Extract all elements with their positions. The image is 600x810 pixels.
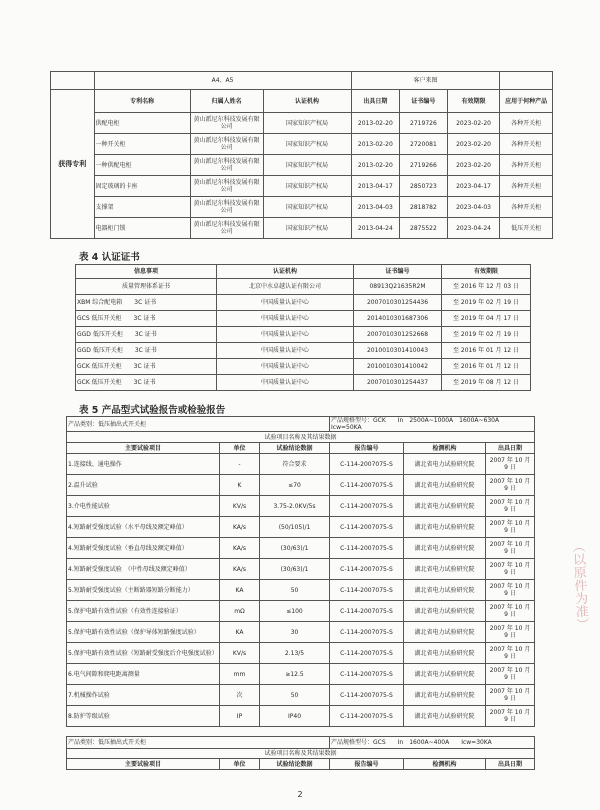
patent-cell: 各种开关柜 [500, 134, 553, 155]
table5-row [67, 496, 535, 517]
table5-cell: ≤100 [260, 601, 330, 622]
table5-cell: C-114-2007075-S [330, 601, 404, 622]
table5-row [67, 454, 535, 475]
patent-row [51, 176, 553, 197]
table5-cell: KV/s [220, 496, 260, 517]
table5-cell: ≥12.5 [260, 664, 330, 685]
table4-row [76, 359, 531, 375]
patent-cell: 2719266 [400, 155, 448, 176]
patent-top-cell-2: 客户来图 [351, 72, 500, 90]
table5-cell: 湖北省电力试验研究院 [404, 664, 486, 685]
table5-cell: - [220, 454, 260, 475]
table5-cell: 50 [260, 685, 330, 706]
table5-cell: C-114-2007075-S [330, 496, 404, 517]
table5-row [67, 622, 535, 643]
table5-cell: 湖北省电力试验研究院 [404, 622, 486, 643]
patent-cell: 一种开关柜 [94, 134, 190, 155]
table4-cell: 至 2019 年 04 月 17 日 [442, 311, 531, 327]
table5-cell: 湖北省电力试验研究院 [404, 643, 486, 664]
table5-cell: 2007 年 10 月 9 日 [486, 517, 535, 538]
table5-cell: KA [220, 580, 260, 601]
table4-cell: GGD 低压开关柜 3C 证书 [76, 327, 217, 343]
table5-cell: 湖北省电力试验研究院 [404, 601, 486, 622]
table5-cell: C-114-2007075-S [330, 664, 404, 685]
table5-cell: C-114-2007075-S [330, 706, 404, 727]
table5-cell: 湖北省电力试验研究院 [404, 454, 486, 475]
table4-cell: 北京中水卓越认证有限公司 [217, 279, 354, 295]
table5-cell: 2007 年 10 月 9 日 [486, 475, 535, 496]
table5-row [67, 517, 535, 538]
patent-cell: 电器柜门锁 [94, 218, 190, 239]
table5-cell: 2007 年 10 月 9 日 [486, 706, 535, 727]
table4-cell: 2010010301410043 [354, 343, 442, 359]
table5-subtitle: 试验项目名称及其结果数据 [67, 432, 535, 443]
patent-cell: 各种开关柜 [500, 176, 553, 197]
patent-cell: 一种供配电柜 [94, 155, 190, 176]
table4-cell: 2010010301410042 [354, 359, 442, 375]
table5-category: 产品类别：低压抽出式开关柜 [67, 417, 330, 432]
table5-cell: 4.短路耐受强度试验 （中性母线及额定峰值） [67, 559, 220, 580]
table5-cell: C-114-2007075-S [330, 454, 404, 475]
table5-cell: KA/s [220, 538, 260, 559]
patent-cell: 各种开关柜 [500, 197, 553, 218]
table5-cell: 2007 年 10 月 9 日 [486, 538, 535, 559]
table5-cell: 2.温升试验 [67, 475, 220, 496]
patent-header: 认证机构 [263, 90, 351, 113]
table5-category-2: 产品类别：低压抽出式开关柜 [67, 737, 330, 749]
table5-cell: IP40 [260, 706, 330, 727]
table4-cell: 至 2016 年 01 月 12 日 [442, 343, 531, 359]
table5-cell: 5.保护电路有效性试验（保护导体短路强度试验） [67, 622, 220, 643]
table4-row [76, 375, 531, 391]
table5-cell: 2007 年 10 月 9 日 [486, 454, 535, 475]
table5-title: 表 5 产品型式试验报告或检验报告 [79, 405, 226, 416]
patent-cell: 黄山派尼尔科技发展有限公司 [190, 113, 263, 134]
table5-cell: KA/s [220, 559, 260, 580]
table5-cell: 2007 年 10 月 9 日 [486, 601, 535, 622]
table4-cell: 2007010301254436 [354, 295, 442, 311]
patent-cell: 2850723 [400, 176, 448, 197]
patent-header: 证书编号 [400, 90, 448, 113]
table4-cell: GCK 低压开关柜 3C 证书 [76, 359, 217, 375]
table5-cell: 湖北省电力试验研究院 [404, 706, 486, 727]
table5-cell: 湖北省电力试验研究院 [404, 496, 486, 517]
table5-cell: C-114-2007075-S [330, 538, 404, 559]
patent-cell: 黄山派尼尔科技发展有限公司 [190, 197, 263, 218]
table5-cell: 3.介电性能试验 [67, 496, 220, 517]
table5-cell: C-114-2007075-S [330, 559, 404, 580]
table5-row [67, 685, 535, 706]
patent-header: 归属人姓名 [190, 90, 263, 113]
patent-cell: 2818782 [400, 197, 448, 218]
table4-cell: XBM 综合配电箱 3C 证书 [76, 295, 217, 311]
table4-row [76, 327, 531, 343]
table5-row [67, 706, 535, 727]
patent-cell: 国家知识产权局 [263, 218, 351, 239]
patent-cell: 2023-02-20 [447, 155, 500, 176]
patent-cell: 2023-04-24 [447, 218, 500, 239]
patent-cell: 2719726 [400, 113, 448, 134]
patent-row [51, 134, 553, 155]
table4-cell: GCS 低压开关柜 3C 证书 [76, 311, 217, 327]
patent-cell: 2023-02-20 [447, 134, 500, 155]
table4-title: 表 4 认证证书 [79, 252, 140, 263]
patent-cell: 国家知识产权局 [263, 113, 351, 134]
table5-row [67, 643, 535, 664]
table5-cell: 2007 年 10 月 9 日 [486, 685, 535, 706]
table5-header-2: 试验结论数据 [260, 759, 330, 770]
table4-cell: 中国质量认证中心 [217, 359, 354, 375]
patent-cell: 2023-02-20 [447, 113, 500, 134]
patent-row [51, 218, 553, 239]
table5-cell: 2007 年 10 月 9 日 [486, 622, 535, 643]
patent-cell: 供配电柜 [94, 113, 190, 134]
table5-header: 主要试验项目 [67, 443, 220, 454]
table5-cell: KA/s [220, 517, 260, 538]
table5-cell: 1.连接线、通电操作 [67, 454, 220, 475]
table5-cell: 3.75-2.0KV/5s [260, 496, 330, 517]
patent-cell: 支撑架 [94, 197, 190, 218]
patent-cell: 低压开关柜 [500, 218, 553, 239]
table5-cell: 湖北省电力试验研究院 [404, 580, 486, 601]
patent-cell: 黄山派尼尔科技发展有限公司 [190, 176, 263, 197]
patent-side-label: 获得专利 [51, 90, 95, 239]
table5-cell: 8.防护等级试验 [67, 706, 220, 727]
table5-cell: 50 [260, 580, 330, 601]
table5-cell: C-114-2007075-S [330, 475, 404, 496]
table5-row [67, 559, 535, 580]
table5-cell: 湖北省电力试验研究院 [404, 559, 486, 580]
table4-cell: 中国质量认证中心 [217, 295, 354, 311]
table5-subtitle-2: 试验项目名称及其结果数据 [67, 749, 535, 759]
table5-cell: 2007 年 10 月 9 日 [486, 559, 535, 580]
patent-cell: 固定玻璃的卡座 [94, 176, 190, 197]
table4-cell: 至 2019 年 08 月 12 日 [442, 375, 531, 391]
table4-row [76, 279, 531, 295]
table5-cell: 5.短路耐受强度试验（主断路器短路分断能力） [67, 580, 220, 601]
patent-cell: 各种开关柜 [500, 113, 553, 134]
patent-cell: 黄山派尼尔科技发展有限公司 [190, 218, 263, 239]
table5-cell: (30/63)/1 [260, 538, 330, 559]
patent-cell: 国家知识产权局 [263, 155, 351, 176]
table5-cell: C-114-2007075-S [330, 622, 404, 643]
table4-cell: 2007010301254437 [354, 375, 442, 391]
table5-cell: C-114-2007075-S [330, 517, 404, 538]
table4-row [76, 295, 531, 311]
table5-cell: mm [220, 664, 260, 685]
table5-cell: 符合要求 [260, 454, 330, 475]
table5-header-2: 检测机构 [404, 759, 486, 770]
patent-cell: 2013-02-20 [351, 155, 400, 176]
table5-model: 产品规格型号：GCK In 2500A~1000A 1600A~630A Icw=50KA [330, 417, 535, 432]
table4-header: 证书编号 [354, 265, 442, 279]
table5-cell: (50/105)/1 [260, 517, 330, 538]
table5-cell: KV/s [220, 643, 260, 664]
table4-cell: 中国质量认证中心 [217, 375, 354, 391]
table4-cell: 中国质量认证中心 [217, 311, 354, 327]
table5-cell: 5.保护电路有效性试验（有效性连接验证） [67, 601, 220, 622]
table5-cell: KA [220, 622, 260, 643]
patent-cell: 2720081 [400, 134, 448, 155]
patent-cell: 2013-04-17 [351, 176, 400, 197]
table5-header-2: 报告编号 [330, 759, 404, 770]
patent-cell: 2023-04-17 [447, 176, 500, 197]
patent-cell: 2013-04-03 [351, 197, 400, 218]
table4-header: 有效期限 [442, 265, 531, 279]
patent-header: 出具日期 [351, 90, 400, 113]
table5-cell: 2007 年 10 月 9 日 [486, 496, 535, 517]
table5-header-2: 单位 [220, 759, 260, 770]
table4-cell: 至 2019 年 02 月 19 日 [442, 327, 531, 343]
table5-row [67, 664, 535, 685]
patent-cell: 2013-04-24 [351, 218, 400, 239]
table5-cell: (30/63)/1 [260, 559, 330, 580]
table4-cell: 至 2016 年 01 月 12 日 [442, 359, 531, 375]
table5-cell: mΩ [220, 601, 260, 622]
table5-row [67, 475, 535, 496]
patent-cell: 国家知识产权局 [263, 176, 351, 197]
table5-cell: 湖北省电力试验研究院 [404, 538, 486, 559]
patent-cell: 2023-04-03 [447, 197, 500, 218]
patent-header: 专利名称 [94, 90, 190, 113]
patent-table [50, 71, 553, 239]
stamp-watermark: （以原件为准） [569, 539, 589, 632]
table5-header: 试验结论数据 [260, 443, 330, 454]
table5-row [67, 601, 535, 622]
table5-cell: IP [220, 706, 260, 727]
table5-header: 检测机构 [404, 443, 486, 454]
table4-cell: 中国质量认证中心 [217, 327, 354, 343]
table5-cell: 4.短路耐受强度试验（水平母线及额定峰值） [67, 517, 220, 538]
table5-cell: 2007 年 10 月 9 日 [486, 664, 535, 685]
table5-cell: 30 [260, 622, 330, 643]
table5-cell: 湖北省电力试验研究院 [404, 475, 486, 496]
patent-cell: 国家知识产权局 [263, 134, 351, 155]
table4-row [76, 343, 531, 359]
table5-cell: ≤70 [260, 475, 330, 496]
patent-header: 应用于何种产品 [500, 90, 553, 113]
table5-row [67, 538, 535, 559]
patent-cell: 各种开关柜 [500, 155, 553, 176]
table4-cell: GCK 低压开关柜 3C 证书 [76, 375, 217, 391]
table4-cell: 质量管理体系证书 [76, 279, 217, 295]
patent-cell: 2013-02-20 [351, 113, 400, 134]
patent-header: 有效期限 [447, 90, 500, 113]
table5-header-2: 主要试验项目 [67, 759, 220, 770]
table5-cell: 2007 年 10 月 9 日 [486, 643, 535, 664]
table4-certificates [75, 264, 531, 391]
patent-cell: 2013-02-20 [351, 134, 400, 155]
table4-cell: 中国质量认证中心 [217, 343, 354, 359]
table5-header: 报告编号 [330, 443, 404, 454]
table5-header-2: 出具日期 [486, 759, 535, 770]
page-number: 2 [297, 790, 303, 799]
table5-cell: 次 [220, 685, 260, 706]
table5-cell: 7.机械操作试验 [67, 685, 220, 706]
patent-cell: 黄山派尼尔科技发展有限公司 [190, 155, 263, 176]
table4-cell: 至 2019 年 02 月 19 日 [442, 295, 531, 311]
table5-cell: 4.短路耐受强度试验（垂直母线及额定峰值） [67, 538, 220, 559]
table5-cell: 湖北省电力试验研究院 [404, 685, 486, 706]
table4-cell: 至 2016 年 12 月 03 日 [442, 279, 531, 295]
table5-header: 出具日期 [486, 443, 535, 454]
table5-cell: C-114-2007075-S [330, 580, 404, 601]
table5-cell: 2007 年 10 月 9 日 [486, 580, 535, 601]
table5-row [67, 580, 535, 601]
table5-cell: 2.13/5 [260, 643, 330, 664]
table5-header: 单位 [220, 443, 260, 454]
patent-row [51, 113, 553, 134]
table4-cell: 08913Q21635R2M [354, 279, 442, 295]
patent-row [51, 197, 553, 218]
table4-cell: GGD 低压开关柜 3C 证书 [76, 343, 217, 359]
table4-cell: 2007010301252668 [354, 327, 442, 343]
patent-top-cell-1: A4、A5 [94, 72, 351, 90]
table4-header: 信息事项 [76, 265, 217, 279]
table4-header: 认证机构 [217, 265, 354, 279]
patent-cell: 国家知识产权局 [263, 197, 351, 218]
patent-row [51, 155, 553, 176]
table4-cell: 2014010301687306 [354, 311, 442, 327]
table5-cell: 湖北省电力试验研究院 [404, 517, 486, 538]
patent-cell: 黄山派尼尔科技发展有限公司 [190, 134, 263, 155]
table4-row [76, 311, 531, 327]
table5-cell: 5.保护电路有效性试验（短路耐受强度后介电强度试验） [67, 643, 220, 664]
table5-test-reports [66, 416, 535, 770]
table5-model-2: 产品规格型号：GCS In 1600A~400A Icw=30KA [330, 737, 535, 749]
table5-cell: K [220, 475, 260, 496]
patent-cell: 2875522 [400, 218, 448, 239]
table5-cell: 6.电气间隙和爬电距离测量 [67, 664, 220, 685]
table5-cell: C-114-2007075-S [330, 685, 404, 706]
table5-cell: C-114-2007075-S [330, 643, 404, 664]
